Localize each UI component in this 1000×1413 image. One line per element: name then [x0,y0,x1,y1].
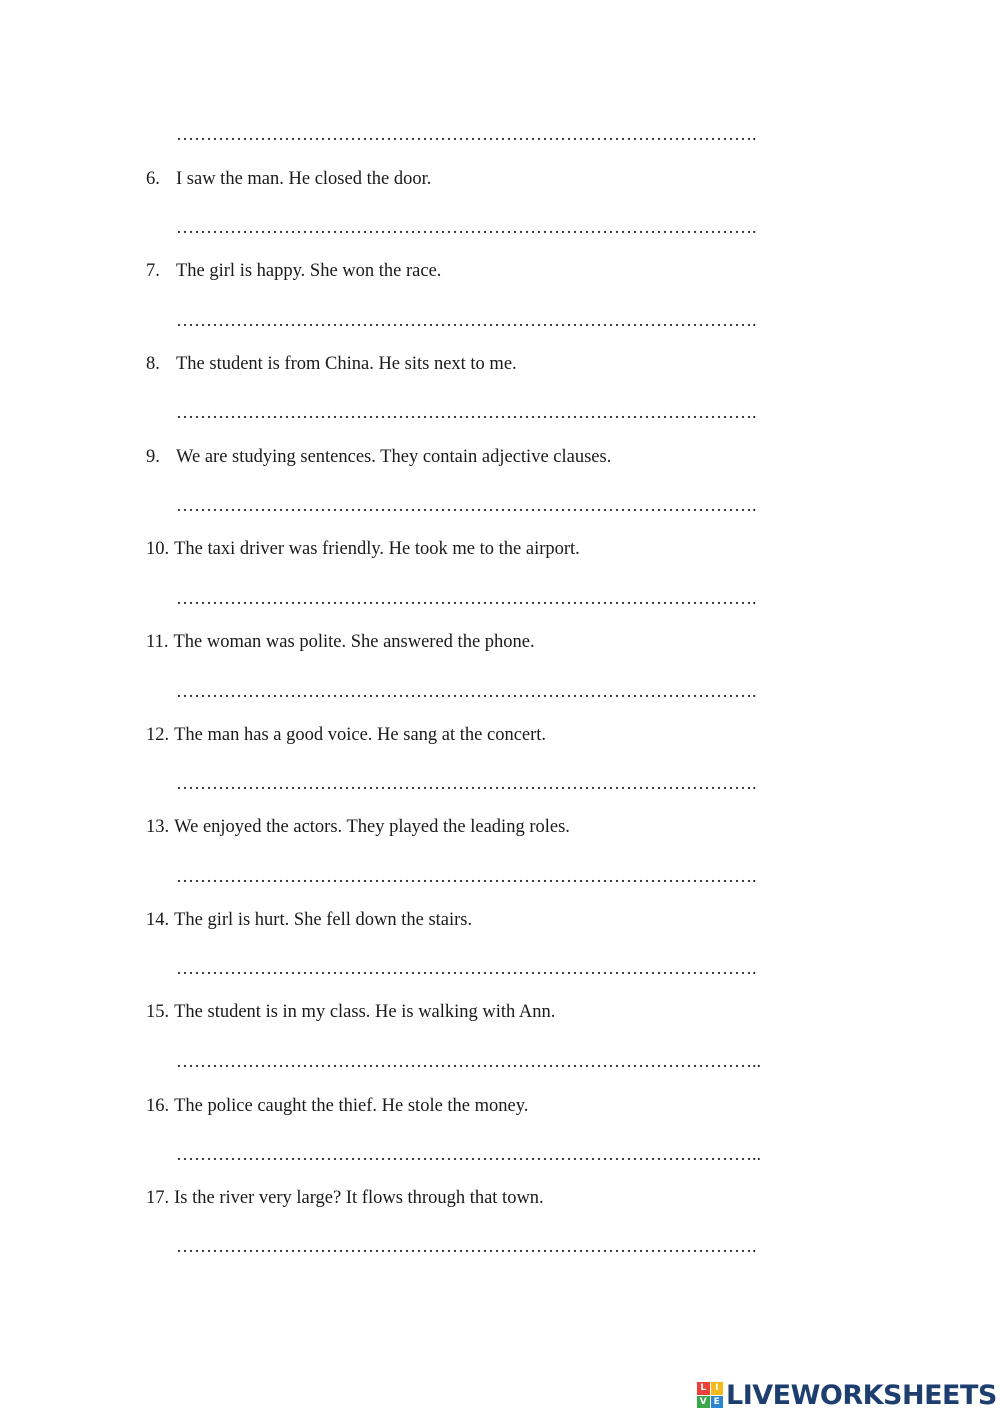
question-item-6 [146,167,431,191]
question-number: 9. [146,447,160,467]
question-text: The woman was polite. She answered the phone. [173,632,535,652]
question-item-10 [146,537,580,561]
answer-line[interactable]: ……………………………………………………………………………………. [176,773,757,793]
answer-line[interactable]: ……………………………………………………………………………………. [176,958,757,978]
answer-line[interactable]: ……………………………………………………………………………………. [176,866,757,886]
question-item-17 [146,1186,544,1210]
answer-line[interactable]: …………………………………………………………………………………….. [176,1144,761,1164]
question-item-8 [146,352,517,376]
question-item-14 [146,908,472,932]
logo-letter-e: E [711,1396,724,1409]
question-number: 12. [146,725,170,745]
question-item-7 [146,259,441,283]
question-text: The student is from China. He sits next to me. [176,354,517,374]
answer-line[interactable]: ……………………………………………………………………………………. [176,217,757,237]
brand-name: LIVEWORKSHEETS [726,1379,997,1411]
answer-line[interactable]: ……………………………………………………………………………………. [176,588,757,608]
question-text: The man has a good voice. He sang at the concert. [174,725,547,745]
question-number: 15. [146,1002,170,1022]
logo-letter-i: I [711,1382,724,1395]
question-text: The student is in my class. He is walking with Ann. [174,1002,556,1022]
question-number: 16. [146,1096,170,1116]
question-number: 6. [146,169,160,189]
question-number: 8. [146,354,160,374]
question-text: We are studying sentences. They contain adjective clauses. [176,447,612,467]
logo-letter-l: L [697,1382,710,1395]
answer-line[interactable]: ……………………………………………………………………………………. [176,495,757,515]
answer-line[interactable]: ……………………………………………………………………………………. [176,124,757,144]
liveworksheets-logo-icon [697,1382,723,1408]
question-number: 10. [146,539,170,559]
question-item-11 [146,630,535,654]
question-item-13 [146,815,570,839]
question-item-12 [146,723,546,747]
question-number: 11. [146,632,169,652]
question-number: 17. [146,1188,170,1208]
question-text: The police caught the thief. He stole the money. [174,1096,529,1116]
question-item-16 [146,1094,528,1118]
question-text: I saw the man. He closed the door. [176,169,432,189]
question-text: The girl is hurt. She fell down the stairs. [174,910,473,930]
liveworksheets-brand [697,1378,997,1412]
question-text: The girl is happy. She won the race. [176,261,442,281]
question-text: Is the river very large? It flows through that town. [174,1188,544,1208]
question-item-9 [146,445,611,469]
answer-line[interactable]: ……………………………………………………………………………………. [176,402,757,422]
question-item-15 [146,1000,555,1024]
answer-line[interactable]: ……………………………………………………………………………………. [176,310,757,330]
answer-line[interactable]: …………………………………………………………………………………….. [176,1051,761,1071]
answer-line[interactable]: ……………………………………………………………………………………. [176,1236,757,1256]
logo-letter-v: V [697,1396,710,1409]
question-text: The taxi driver was friendly. He took me to the airport. [174,539,580,559]
answer-line[interactable]: ……………………………………………………………………………………. [176,681,757,701]
question-text: We enjoyed the actors. They played the leading roles. [174,817,570,837]
question-number: 7. [146,261,160,281]
question-number: 13. [146,817,170,837]
question-number: 14. [146,910,170,930]
